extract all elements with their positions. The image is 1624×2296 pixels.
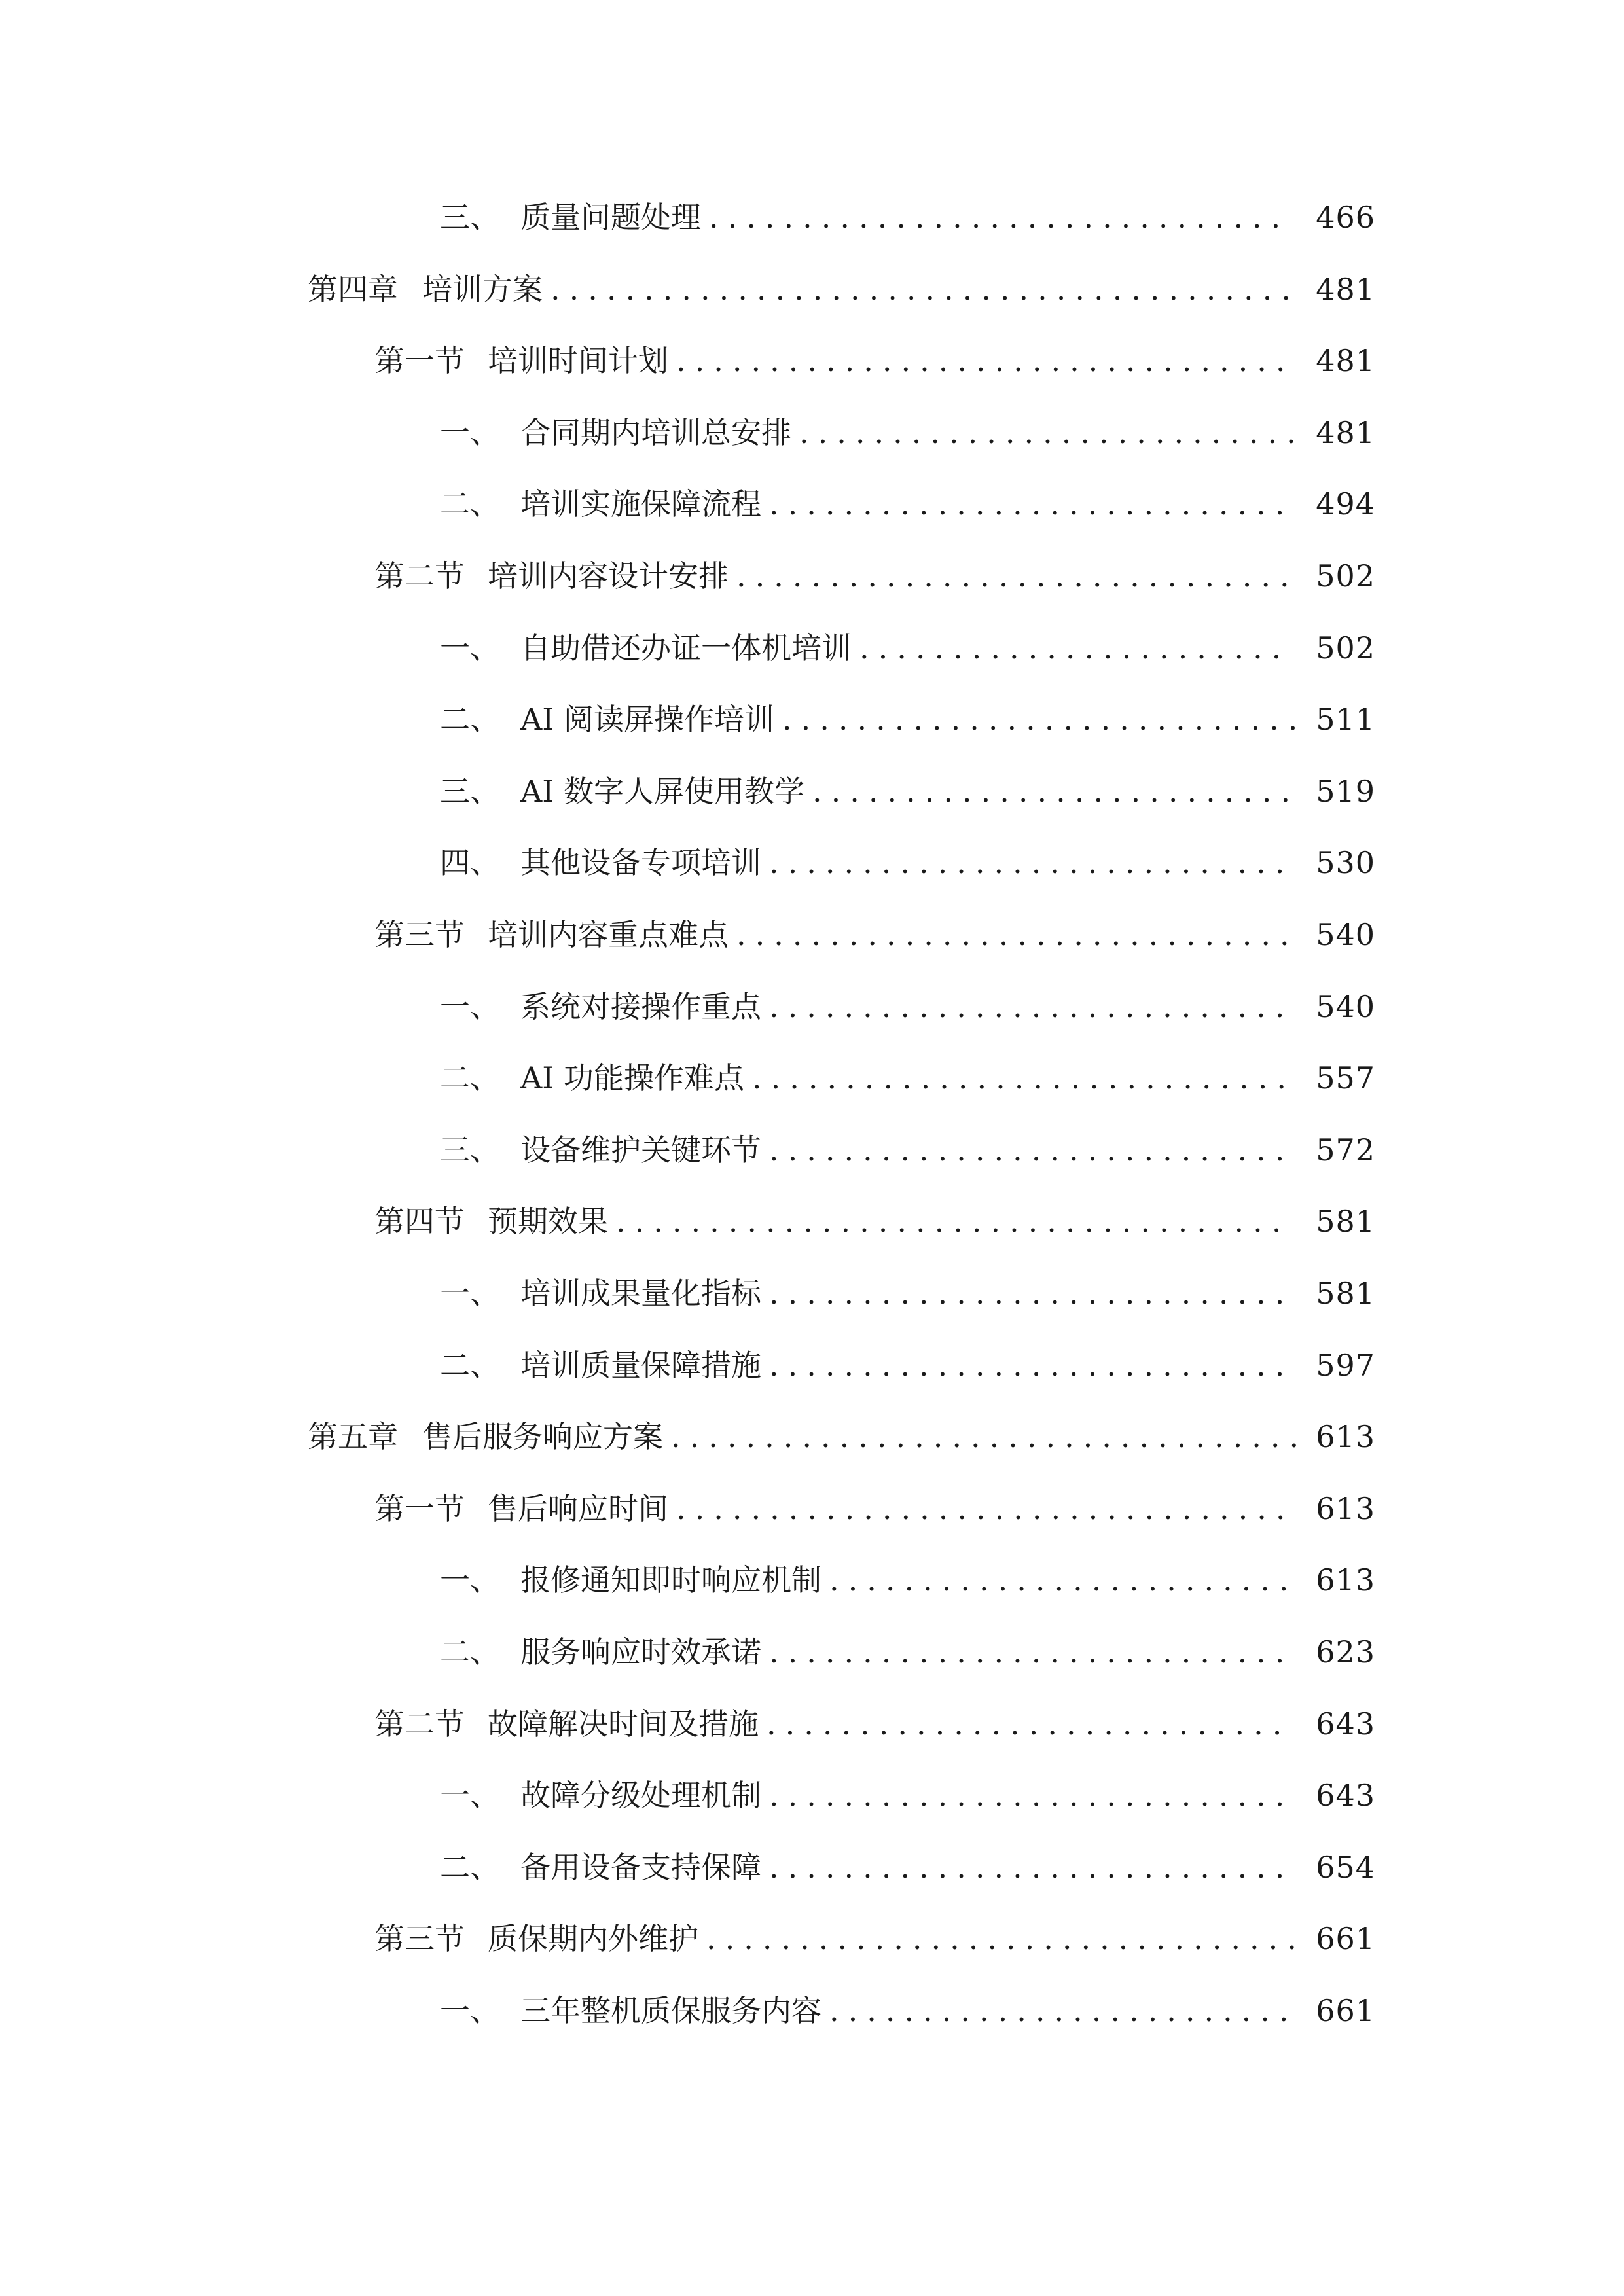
toc-entry-number: 第四章 bbox=[308, 272, 398, 307]
toc-entry-number: 三、 bbox=[440, 200, 500, 235]
toc-entry-number: 第二节 bbox=[374, 1706, 465, 1742]
toc-page-number: 540 bbox=[1316, 989, 1375, 1024]
toc-entry-number: 第五章 bbox=[308, 1419, 398, 1454]
toc-entry-title: 预期效果 bbox=[488, 1204, 608, 1239]
toc-entry-number: 二、 bbox=[440, 1634, 500, 1670]
toc-entry[interactable] bbox=[0, 980, 1624, 1033]
toc-page-number: 530 bbox=[1316, 845, 1375, 880]
toc-entry[interactable] bbox=[0, 1984, 1624, 2037]
toc-entry-title: 服务响应时效承诺 bbox=[520, 1634, 761, 1670]
toc-dot-leader: ............................ bbox=[769, 1132, 1294, 1168]
toc-entry-title: 培训实施保障流程 bbox=[520, 486, 761, 522]
toc-dot-leader: ............................ bbox=[769, 1850, 1294, 1885]
toc-entry-number: 一、 bbox=[440, 1993, 500, 2028]
toc-dot-leader: ......................... bbox=[829, 1562, 1298, 1598]
toc-entry-title: 报修通知即时响应机制 bbox=[520, 1562, 821, 1598]
toc-dot-leader: .............................. bbox=[736, 917, 1299, 952]
toc-dot-leader: .................................. bbox=[671, 1419, 1308, 1454]
toc-dot-leader: ............................ bbox=[767, 1706, 1291, 1742]
toc-entry-title: 培训质量保障措施 bbox=[520, 1348, 761, 1383]
toc-page-number: 481 bbox=[1316, 272, 1375, 307]
toc-entry[interactable] bbox=[0, 622, 1624, 674]
toc-page-number: 557 bbox=[1316, 1060, 1375, 1096]
toc-dot-leader: ........................... bbox=[799, 415, 1305, 450]
toc-entry-title: 自助借还办证一体机培训 bbox=[520, 630, 852, 666]
toc-dot-leader: ............................ bbox=[782, 702, 1307, 737]
toc-entry-title: 三年整机质保服务内容 bbox=[520, 1993, 821, 2028]
toc-page-number: 661 bbox=[1316, 1993, 1375, 2028]
toc-entry-title: 售后服务响应方案 bbox=[422, 1419, 663, 1454]
toc-entry-title: 培训方案 bbox=[422, 272, 543, 307]
toc-entry-number: 第二节 bbox=[374, 558, 465, 594]
toc-entry[interactable] bbox=[0, 1124, 1624, 1176]
toc-page-number: 519 bbox=[1316, 774, 1375, 809]
toc-page-number: 661 bbox=[1316, 1921, 1375, 1956]
toc-entry-title: 培训成果量化指标 bbox=[520, 1276, 761, 1311]
toc-page-number: 581 bbox=[1316, 1204, 1375, 1239]
toc-page-number: 481 bbox=[1316, 415, 1375, 450]
toc-dot-leader: ............................... bbox=[709, 200, 1290, 235]
toc-entry-number: 一、 bbox=[440, 989, 500, 1024]
toc-entry[interactable] bbox=[0, 1482, 1624, 1535]
toc-dot-leader: .................................... bbox=[616, 1204, 1291, 1239]
toc-page-number: 481 bbox=[1316, 343, 1375, 378]
toc-entry[interactable] bbox=[0, 1626, 1624, 1678]
toc-entry-number: 第三节 bbox=[374, 917, 465, 952]
toc-page-number: 466 bbox=[1316, 200, 1375, 235]
toc-page-number: 643 bbox=[1316, 1706, 1375, 1742]
toc-dot-leader: ........................................ bbox=[550, 272, 1300, 307]
toc-page-number: 502 bbox=[1316, 630, 1375, 666]
toc-entry-number: 第三节 bbox=[374, 1921, 465, 1956]
toc-entry-number: 第一节 bbox=[374, 1491, 465, 1526]
toc-entry[interactable] bbox=[0, 765, 1624, 817]
toc-entry-title: AI 功能操作难点 bbox=[520, 1060, 745, 1096]
toc-entry-number: 一、 bbox=[440, 415, 500, 450]
toc-page-number: 654 bbox=[1316, 1850, 1375, 1885]
toc-entry[interactable] bbox=[0, 550, 1624, 602]
toc-page-number: 613 bbox=[1316, 1491, 1375, 1526]
toc-entry-number: 三、 bbox=[440, 774, 500, 809]
toc-page-number: 540 bbox=[1316, 917, 1375, 952]
toc-entry[interactable] bbox=[0, 693, 1624, 745]
toc-entry-number: 一、 bbox=[440, 1562, 500, 1598]
toc-entry-title: 系统对接操作重点 bbox=[520, 989, 761, 1024]
toc-dot-leader: ............................ bbox=[769, 1634, 1294, 1670]
toc-entry[interactable] bbox=[0, 1698, 1624, 1750]
toc-dot-leader: ............................ bbox=[769, 845, 1294, 880]
toc-page-number: 572 bbox=[1316, 1132, 1375, 1168]
toc-entry-title: 备用设备支持保障 bbox=[520, 1850, 761, 1885]
toc-entry-title: 培训时间计划 bbox=[488, 343, 668, 378]
toc-page-number: 643 bbox=[1316, 1778, 1375, 1813]
toc-entry[interactable] bbox=[0, 478, 1624, 530]
toc-dot-leader: ............................. bbox=[752, 1060, 1296, 1096]
toc-entry[interactable] bbox=[0, 263, 1624, 315]
toc-entry[interactable] bbox=[0, 908, 1624, 961]
toc-entry[interactable] bbox=[0, 1554, 1624, 1606]
toc-entry-title: 设备维护关键环节 bbox=[520, 1132, 761, 1168]
toc-entry[interactable] bbox=[0, 1841, 1624, 1893]
toc-page-number: 502 bbox=[1316, 558, 1375, 594]
toc-dot-leader: ................................ bbox=[706, 1921, 1306, 1956]
toc-page-number: 597 bbox=[1316, 1348, 1375, 1383]
toc-entry[interactable] bbox=[0, 1052, 1624, 1104]
toc-dot-leader: ......................... bbox=[829, 1993, 1298, 2028]
toc-entry-title: 故障分级处理机制 bbox=[520, 1778, 761, 1813]
toc-entry-number: 二、 bbox=[440, 702, 500, 737]
toc-entry-title: 质量问题处理 bbox=[520, 200, 701, 235]
toc-dot-leader: ................................. bbox=[676, 1491, 1295, 1526]
toc-page-number: 511 bbox=[1316, 702, 1375, 737]
toc-page-number: 623 bbox=[1316, 1634, 1375, 1670]
toc-entry[interactable] bbox=[0, 1410, 1624, 1463]
toc-entry[interactable] bbox=[0, 406, 1624, 459]
toc-dot-leader: ............................ bbox=[769, 1348, 1294, 1383]
toc-dot-leader: .............................. bbox=[736, 558, 1299, 594]
toc-entry-number: 第四节 bbox=[374, 1204, 465, 1239]
toc-entry-title: 合同期内培训总安排 bbox=[520, 415, 791, 450]
toc-entry-number: 三、 bbox=[440, 1132, 500, 1168]
toc-page-number: 581 bbox=[1316, 1276, 1375, 1311]
toc-dot-leader: ............................ bbox=[769, 989, 1294, 1024]
toc-dot-leader: ....................... bbox=[859, 630, 1291, 666]
toc-entry-title: 培训内容重点难点 bbox=[488, 917, 729, 952]
toc-entry-number: 二、 bbox=[440, 1060, 500, 1096]
toc-entry[interactable] bbox=[0, 1769, 1624, 1821]
toc-dot-leader: ............................ bbox=[769, 486, 1294, 522]
toc-dot-leader: ............................ bbox=[769, 1276, 1294, 1311]
toc-entry[interactable] bbox=[0, 1339, 1624, 1391]
toc-dot-leader: ............................ bbox=[769, 1778, 1294, 1813]
toc-entry[interactable] bbox=[0, 1195, 1624, 1247]
toc-entry-title: 售后响应时间 bbox=[488, 1491, 668, 1526]
toc-entry-title: 其他设备专项培训 bbox=[520, 845, 761, 880]
toc-entry-title: 质保期内外维护 bbox=[488, 1921, 698, 1956]
toc-entry[interactable] bbox=[0, 1912, 1624, 1965]
toc-entry-title: AI 阅读屏操作培训 bbox=[520, 702, 775, 737]
toc-page-number: 613 bbox=[1316, 1562, 1375, 1598]
toc-entry-number: 第一节 bbox=[374, 343, 465, 378]
toc-entry[interactable] bbox=[0, 191, 1624, 243]
toc-entry[interactable] bbox=[0, 1267, 1624, 1319]
toc-entry-number: 二、 bbox=[440, 1850, 500, 1885]
toc-entry[interactable] bbox=[0, 836, 1624, 889]
toc-dot-leader: .......................... bbox=[812, 774, 1300, 809]
toc-dot-leader: ................................. bbox=[676, 343, 1295, 378]
toc-entry-title: AI 数字人屏使用教学 bbox=[520, 774, 805, 809]
toc-entry-title: 故障解决时间及措施 bbox=[488, 1706, 759, 1742]
toc-entry-number: 四、 bbox=[440, 845, 500, 880]
toc-entry-number: 一、 bbox=[440, 1778, 500, 1813]
toc-entry-title: 培训内容设计安排 bbox=[488, 558, 729, 594]
toc-entry-number: 二、 bbox=[440, 1348, 500, 1383]
toc-page-number: 494 bbox=[1316, 486, 1375, 522]
toc-page-number: 613 bbox=[1316, 1419, 1375, 1454]
toc-entry-number: 一、 bbox=[440, 630, 500, 666]
toc-entry[interactable] bbox=[0, 334, 1624, 387]
toc-entry-number: 二、 bbox=[440, 486, 500, 522]
toc-entry-number: 一、 bbox=[440, 1276, 500, 1311]
